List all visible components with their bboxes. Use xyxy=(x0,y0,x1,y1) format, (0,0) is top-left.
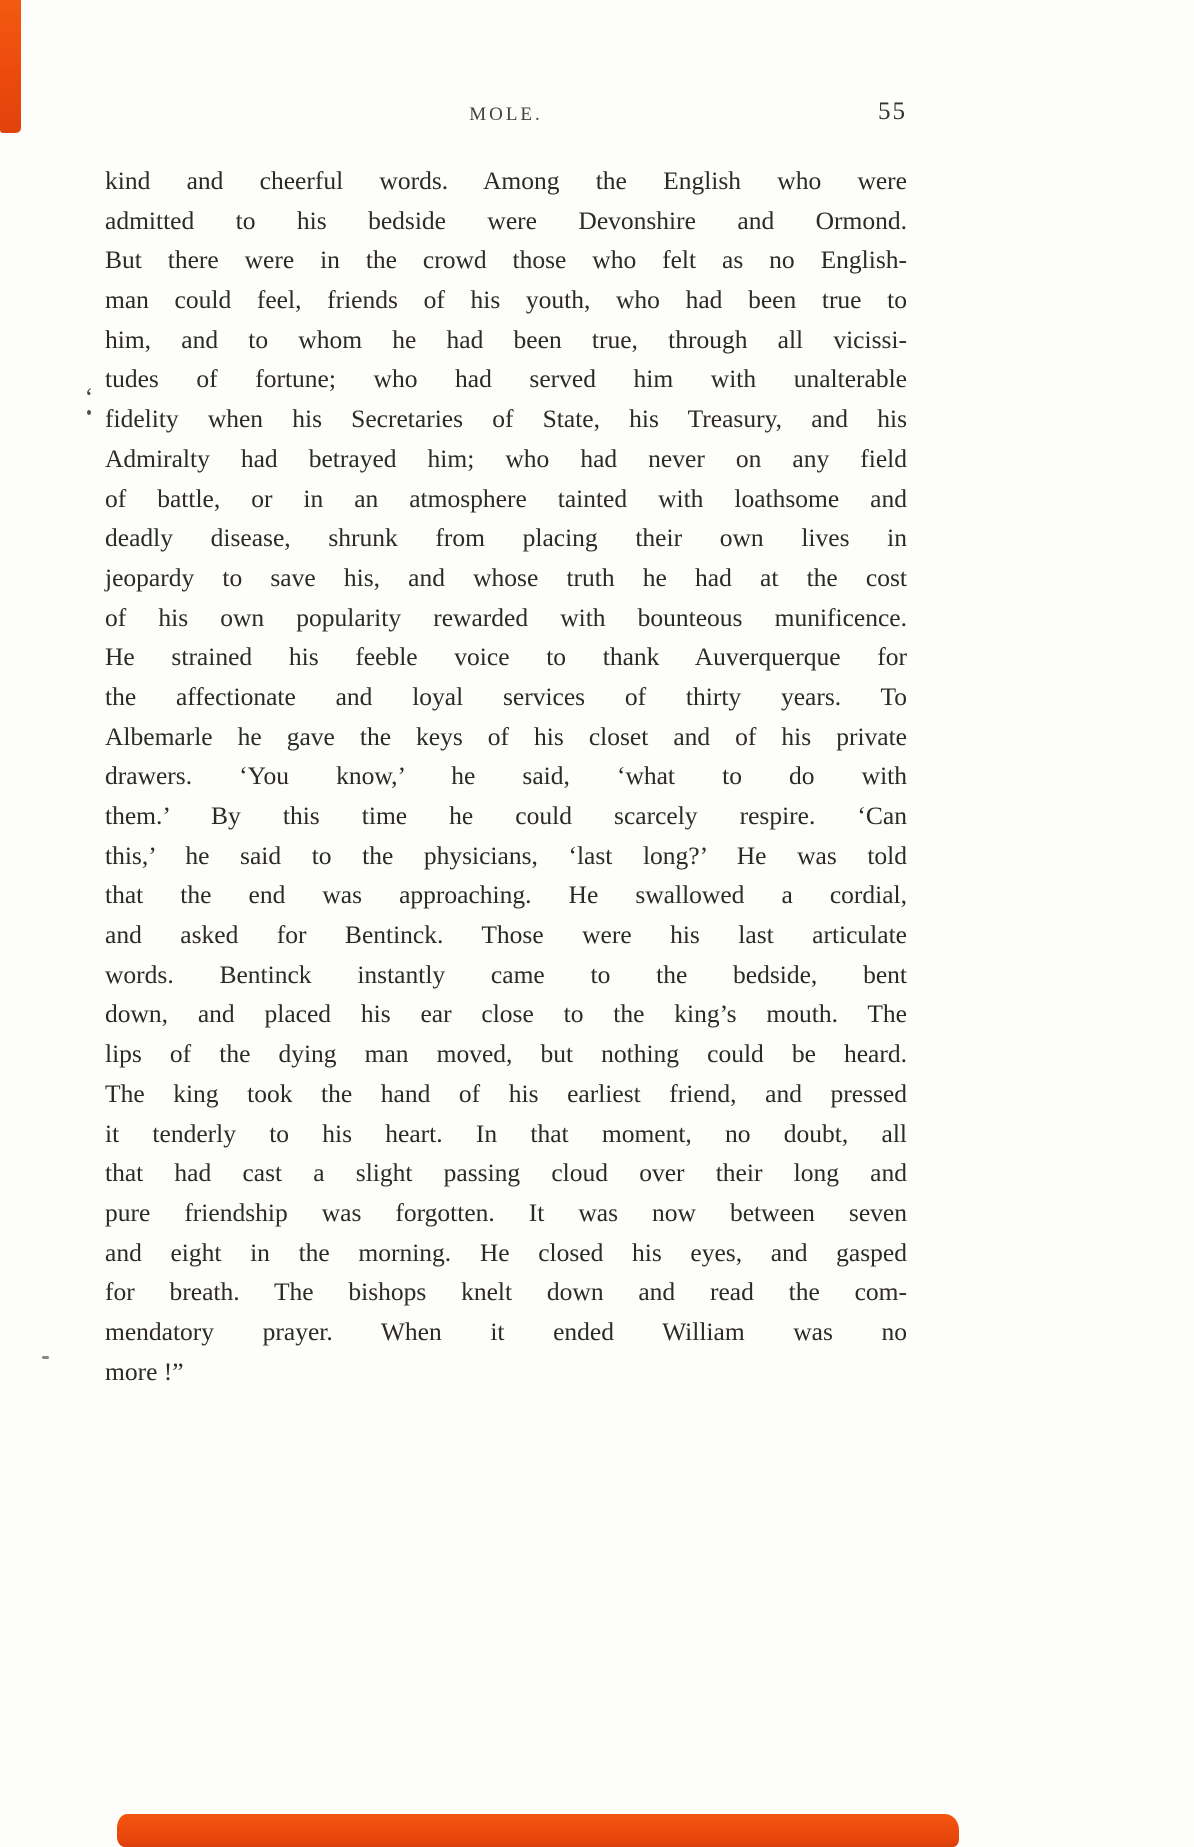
text-line: of battle, or in an atmosphere tainted with loathsome and xyxy=(105,483,907,513)
page-number: 55 xyxy=(878,98,907,125)
margin-stray-dash xyxy=(42,1356,49,1359)
text-line: it tenderly to his heart. In that moment, no doubt, all xyxy=(105,1118,907,1148)
text-line: and asked for Bentinck. Those were his last articulate xyxy=(105,920,907,950)
text-line: drawers. ‘You know,’ he said, ‘what to do with xyxy=(105,761,907,791)
text-line: them.’ By this time he could scarcely respire. ‘Can xyxy=(105,801,907,830)
page-header xyxy=(105,98,907,134)
text-line: of his own popularity rewarded with bounteous munificence. xyxy=(105,602,907,632)
text-line: this,’ he said to the physicians, ‘last long?’ He was told xyxy=(105,840,907,870)
text-line: pure friendship was forgotten. It was now between seven xyxy=(105,1197,907,1227)
text-line: deadly disease, shrunk from placing their own lives in xyxy=(105,523,907,553)
text-line: jeopardy to save his, and whose truth he had at the cost xyxy=(105,562,907,592)
body-text xyxy=(105,161,907,1391)
text-line: that the end was approaching. He swallowed a cordial, xyxy=(105,880,907,910)
scan-edge-band-top-left xyxy=(0,0,21,133)
text-line: down, and placed his ear close to the king’s mouth. The xyxy=(105,999,907,1029)
text-line: mendatory prayer. When it ended William was no xyxy=(105,1316,907,1346)
text-line: man could feel, friends of his youth, who had been true to xyxy=(105,285,907,315)
text-line: admitted to his bedside were Devonshire and Ormond. xyxy=(105,205,907,235)
text-line: the affectionate and loyal services of thirty years. To xyxy=(105,681,907,711)
text-line: and eight in the morning. He closed his eyes, and gasped xyxy=(105,1237,907,1267)
text-line: for breath. The bishops knelt down and read the com- xyxy=(105,1277,907,1307)
text-line: kind and cheerful words. Among the English who were xyxy=(105,166,907,195)
text-line: Albemarle he gave the keys of his closet and of his private xyxy=(105,721,907,751)
text-line: that had cast a slight passing cloud over their long and xyxy=(105,1158,907,1188)
margin-stray-mark xyxy=(80,383,98,415)
text-line: He strained his feeble voice to thank Auverquerque for xyxy=(105,642,907,672)
text-line: But there were in the crowd those who felt as no English- xyxy=(105,245,907,275)
text-line: fidelity when his Secretaries of State, his Treasury, and his xyxy=(105,404,907,434)
margin-stray-mark-glyph: ʻ xyxy=(84,383,94,412)
text-line: him, and to whom he had been true, through all vicissi- xyxy=(105,324,907,354)
text-line: words. Bentinck instantly came to the bedside, bent xyxy=(105,959,907,989)
text-line: lips of the dying man moved, but nothing could be heard. xyxy=(105,1039,907,1069)
text-line: The king took the hand of his earliest friend, and pressed xyxy=(105,1078,907,1108)
running-title: MOLE. xyxy=(469,104,543,125)
text-line: tudes of fortune; who had served him with unalterable xyxy=(105,364,907,394)
text-line: more !” xyxy=(105,1356,184,1386)
text-line: Admiralty had betrayed him; who had never on any field xyxy=(105,443,907,473)
scan-edge-band-bottom xyxy=(117,1814,959,1847)
